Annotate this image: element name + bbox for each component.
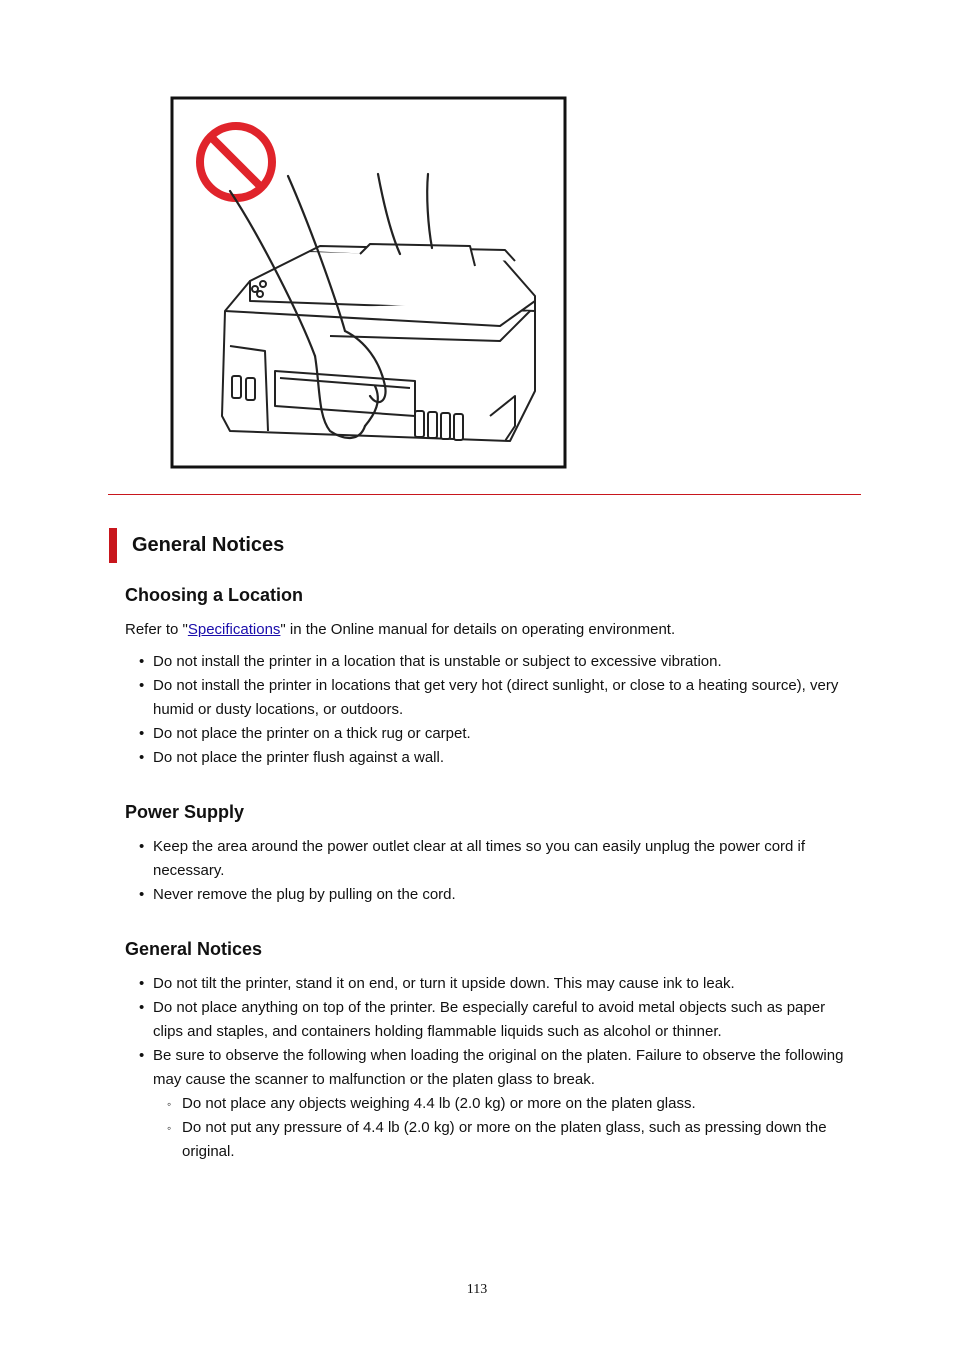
location-list [139,650,855,770]
sub-list-item [153,1116,855,1164]
list-item-text: Do not place the printer on a thick rug or carpet. [153,725,471,742]
list-item-text: Never remove the plug by pulling on the cord. [153,886,456,903]
sub-bullet: ◦ [167,1097,172,1111]
list-item-text: Keep the area around the power outlet clear at all times so you can easily unplug the power cord if necessary. [153,838,806,879]
list-item [139,674,855,722]
list-item [139,650,855,674]
location-intro-before: Refer to " [125,621,188,638]
section-divider [108,494,861,495]
list-item [139,1044,855,1164]
sub-bullet: ◦ [167,1121,172,1135]
list-item-text: Be sure to observe the following when loading the original on the platen. Failure to observe the following may cause the scanner to malfunction or the platen glass to break. [153,1047,844,1088]
bullet: • [139,653,145,670]
sub-list-item [153,1092,855,1116]
general-sublist [153,1092,855,1164]
power-list [139,835,855,907]
list-item-text: Do not place anything on top of the printer. Be especially careful to avoid metal objects such as paper clips and staples, and containers holding flammable liquids such as alcohol or thinner. [153,999,826,1040]
section-header [109,528,284,563]
list-item [139,972,855,996]
bullet: • [139,1047,145,1064]
list-item-text: Do not install the printer in locations that get very hot (direct sunlight, or close to a heating source), very humid or dusty locations, or outdoors. [153,677,839,718]
specifications-link[interactable]: Specifications [187,621,281,638]
list-item [139,883,855,907]
list-item [139,835,855,883]
bullet: • [139,749,145,766]
prohibited-tilt-illustration [170,96,567,469]
general-heading: General Notices [125,939,263,959]
list-item [139,996,855,1044]
bullet: • [139,725,145,742]
bullet: • [139,886,145,903]
location-heading: Choosing a Location [125,585,303,605]
section-title: General Notices [132,534,285,556]
section-accent-bar [109,528,117,563]
power-heading: Power Supply [125,802,245,822]
list-item-text: Do not install the printer in a location that is unstable or subject to excessive vibration. [153,653,722,670]
printer-drawing [222,244,535,441]
bullet: • [139,975,145,992]
sub-list-item-text: Do not put any pressure of 4.4 lb (2.0 kg) or more on the platen glass, such as pressing down the original. [182,1119,827,1160]
bullet: • [139,999,145,1016]
page-number: 113 [466,1282,488,1297]
list-item-text: Do not place the printer flush against a wall. [153,749,444,766]
list-item [139,746,855,770]
list-item-text: Do not tilt the printer, stand it on end, or turn it upside down. This may cause ink to leak. [153,975,735,992]
location-intro [125,618,675,642]
general-list [139,972,855,1164]
bullet: • [139,677,145,694]
sub-list-item-text: Do not place any objects weighing 4.4 lb (2.0 kg) or more on the platen glass. [182,1095,696,1112]
list-item [139,722,855,746]
bullet: • [139,838,145,855]
location-intro-after: " in the Online manual for details on operating environment. [280,621,676,638]
